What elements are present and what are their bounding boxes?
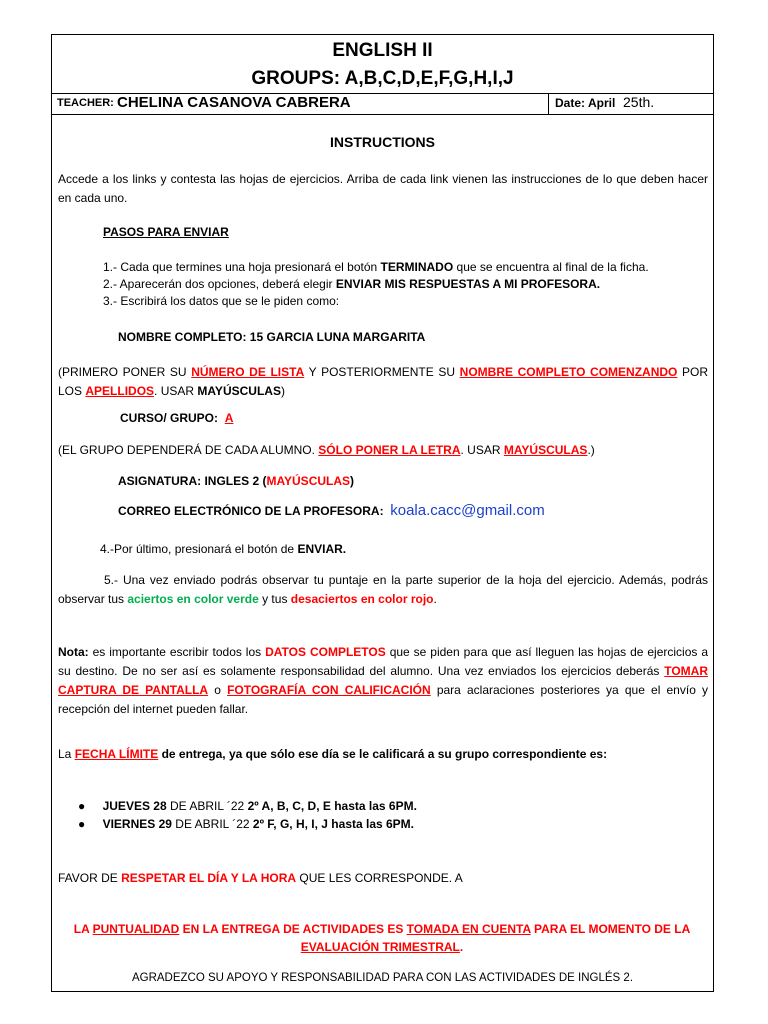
step-2 [103,277,600,291]
nombre-note-text: . USAR [154,384,198,398]
correo-label: CORREO ELECTRÓNICO DE LA PROFESORA: [118,504,384,518]
deadline-item [78,817,414,831]
mayusculas-keyword: MAYÚSCULAS [197,384,281,398]
deadline-month: DE ABRIL ´22 [171,817,253,831]
nota-text: para aclaraciones posteriores ya que el envío y recepción del internet pueden fallar. [58,683,709,716]
date-month: April [588,96,616,110]
date-label: Date: [555,96,586,110]
evaluacion-keyword: EVALUACIÓN TRIMESTRAL [300,940,460,954]
step-5 [58,571,708,609]
teacher-name: CHELINA CASANOVA CABRERA [117,94,351,111]
favor-line [58,871,463,885]
step-2-text: 2.- Aparecerán dos opciones, deberá elegir [103,277,336,291]
step-1-text-end: que se encuentra al final de la ficha. [453,260,649,274]
nombre-example: NOMBRE COMPLETO: 15 GARCIA LUNA MARGARITA [118,330,426,344]
puntualidad-text: LA [73,922,93,936]
step-4-text: 4.-Por último, presionará el botón de [100,542,298,556]
asignatura-label: ASIGNATURA: INGLES 2 ( [118,474,267,488]
nombre-completo-highlight: NOMBRE COMPLETO COMENZANDO [459,365,678,379]
date-day: 25th. [623,94,655,110]
fecha-text: La [58,747,75,761]
teacher-label: TEACHER: [57,97,114,109]
desaciertos-red: desaciertos en color rojo [290,592,434,606]
correo-line [118,502,545,519]
nombre-note [58,363,708,401]
fotografia-highlight: FOTOGRAFÍA CON CALIFICACIÓN [227,683,431,697]
aciertos-green: aciertos en color verde [127,592,259,606]
curso-note-text: (EL GRUPO DEPENDERÁ DE CADA ALUMNO. [58,443,319,457]
step-3: 3.- Escribirá los datos que se le piden como: [103,294,340,308]
step-1-text: 1.- Cada que termines una hoja presionará el botón [103,260,381,274]
nombre-note-text: POR LOS [58,365,708,398]
enviar-respuestas-keyword: ENVIAR MIS RESPUESTAS A MI PROFESORA. [335,277,601,291]
step-1 [103,260,649,274]
nota-text: que se piden para que así lleguen las hojas de ejercicios a su destino. De no ser así es solamente responsabilidad del alumno. Una vez enviados los ejercicios deberás [58,645,708,678]
teacher-email-link[interactable]: koala.cacc@gmail.com [390,502,545,519]
curso-label: CURSO/ GRUPO: [120,411,219,425]
curso-line [120,411,233,425]
favor-text: FAVOR DE [58,871,122,885]
respetar-highlight: RESPETAR EL DÍA Y LA HORA [121,871,297,885]
nombre-note-text: ) [280,384,285,398]
nota-text: o [208,683,228,697]
nota-text: es importante escribir todos los [88,645,266,659]
asignatura-line [118,474,354,488]
fecha-text: de entrega, ya que sólo ese día se le calificará a su grupo correspondiente es: [158,747,608,761]
step-5-text: 5.- Una vez enviado podrás observar tu puntaje en la parte superior de la hoja del ejercicio. Además, podrás observar tus [58,573,708,606]
curso-note-text: .) [587,443,595,457]
deadline-groups: 2º F, G, H, I, J hasta las 6PM. [252,817,415,831]
nombre-note-text: Y POSTERIORMENTE SU [304,365,460,379]
numero-lista-highlight: NÚMERO DE LISTA [191,365,305,379]
deadline-groups: 2º A, B, C, D, E hasta las 6PM. [247,799,417,813]
step-5-text: y tus [258,592,291,606]
deadline-month: DE ABRIL ´22 [166,799,248,813]
instructions-heading: INSTRUCTIONS [330,134,435,150]
title-block [52,35,713,94]
nota-paragraph [58,643,708,719]
intro-paragraph: Accede a los links y contesta las hojas de ejercicios. Arriba de cada link vienen las instrucciones de lo que deben hacer en cada uno. [58,172,708,205]
step-4 [100,542,346,556]
tomada-cuenta-keyword: TOMADA EN CUENTA [406,922,531,936]
puntualidad-text: EN LA ENTREGA DE ACTIVIDADES ES [179,922,407,936]
asignatura-close: ) [350,474,355,488]
curso-note-text: . USAR [460,443,504,457]
asignatura-mayusculas: MAYÚSCULAS [266,474,351,488]
agradezco-line: AGRADEZCO SU APOYO Y RESPONSABILIDAD PARA CON LAS ACTIVIDADES DE INGLÉS 2. [131,972,634,984]
terminado-keyword: TERMINADO [380,260,454,274]
apellidos-highlight: APELLIDOS [85,384,155,398]
puntualidad-text: . [459,940,464,954]
puntualidad-text: PARA EL MOMENTO DE LA [530,922,691,936]
steps-heading: PASOS PARA ENVIAR [103,225,229,239]
solo-letra-highlight: SÓLO PONER LA LETRA [318,443,461,457]
deadline-day: JUEVES 28 [102,799,167,813]
curso-value: A [224,411,234,425]
fecha-limite-line [58,747,607,761]
curso-note [58,443,595,457]
nombre-note-text: (PRIMERO PONER SU [58,365,192,379]
document-frame [51,34,714,992]
fecha-limite-highlight: FECHA LÍMITE [74,747,159,761]
mayusculas-highlight: MAYÚSCULAS [503,443,588,457]
groups-title: GROUPS: A,B,C,D,E,F,G,H,I,J [251,68,514,89]
captura-pantalla-highlight: TOMAR CAPTURA DE PANTALLA [58,664,708,697]
teacher-cell [52,93,549,114]
bullet-icon: ● [78,817,86,831]
deadline-item [78,799,417,813]
bullet-icon: ● [78,799,86,813]
course-title: ENGLISH II [332,40,433,61]
puntualidad-notice [72,920,692,956]
enviar-keyword: ENVIAR. [297,542,347,556]
puntualidad-keyword: PUNTUALIDAD [92,922,180,936]
favor-text: QUE LES CORRESPONDE. A [296,871,463,885]
nota-label: Nota: [58,645,89,659]
step-5-text: . [433,592,437,606]
deadline-day: VIERNES 29 [102,817,172,831]
teacher-date-row [52,93,713,115]
datos-completos-highlight: DATOS COMPLETOS [265,645,386,659]
